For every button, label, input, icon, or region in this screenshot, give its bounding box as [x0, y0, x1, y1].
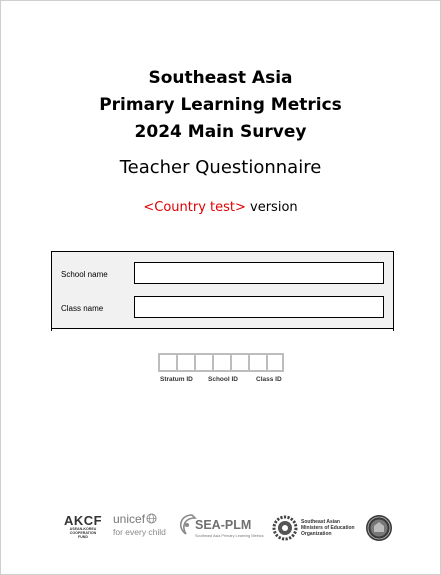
version-line	[1, 200, 440, 215]
school-name-field[interactable]	[134, 262, 384, 284]
asean-emblem	[365, 514, 393, 542]
school-name-label: School name	[61, 270, 108, 279]
unicef-logo: unicef for every child	[113, 512, 166, 537]
version-suffix: version	[245, 200, 298, 215]
sea-plm-swoosh-icon	[177, 512, 197, 538]
school-id-cell-1[interactable]	[194, 353, 212, 372]
stratum-id-cell-2[interactable]	[176, 353, 194, 372]
unicef-globe-icon	[146, 513, 157, 524]
class-id-cell-2[interactable]	[266, 353, 284, 372]
country-placeholder: <Country test>	[143, 200, 246, 215]
survey-title	[1, 65, 440, 146]
school-id-cell-3[interactable]	[230, 353, 248, 372]
title-line-3: 2024 Main Survey	[134, 122, 307, 142]
partner-logos: AKCF ASEAN-KOREA COOPERATION FUND unicef for every child SEA-PLM Southeast Asia Primary Learning Metrics Southeast Asian Ministers of Education Organization	[1, 506, 440, 550]
seameo-emblem-icon	[271, 514, 299, 542]
title-line-1: Southeast Asia	[148, 68, 293, 88]
school-class-form	[51, 251, 394, 329]
akcf-logo: AKCF ASEAN-KOREA COOPERATION FUND	[63, 513, 103, 540]
stratum-id-label: Stratum ID	[160, 376, 193, 383]
asean-emblem-icon	[365, 514, 393, 542]
stratum-id-cell-1[interactable]	[158, 353, 176, 372]
id-boxes	[158, 353, 284, 372]
class-name-field[interactable]	[134, 296, 384, 318]
class-name-label: Class name	[61, 304, 104, 313]
school-id-label: School ID	[208, 376, 238, 383]
class-id-label: Class ID	[256, 376, 282, 383]
class-id-cell-1[interactable]	[248, 353, 266, 372]
school-id-cell-2[interactable]	[212, 353, 230, 372]
title-line-2: Primary Learning Metrics	[99, 95, 342, 115]
questionnaire-type: Teacher Questionnaire	[119, 157, 322, 178]
